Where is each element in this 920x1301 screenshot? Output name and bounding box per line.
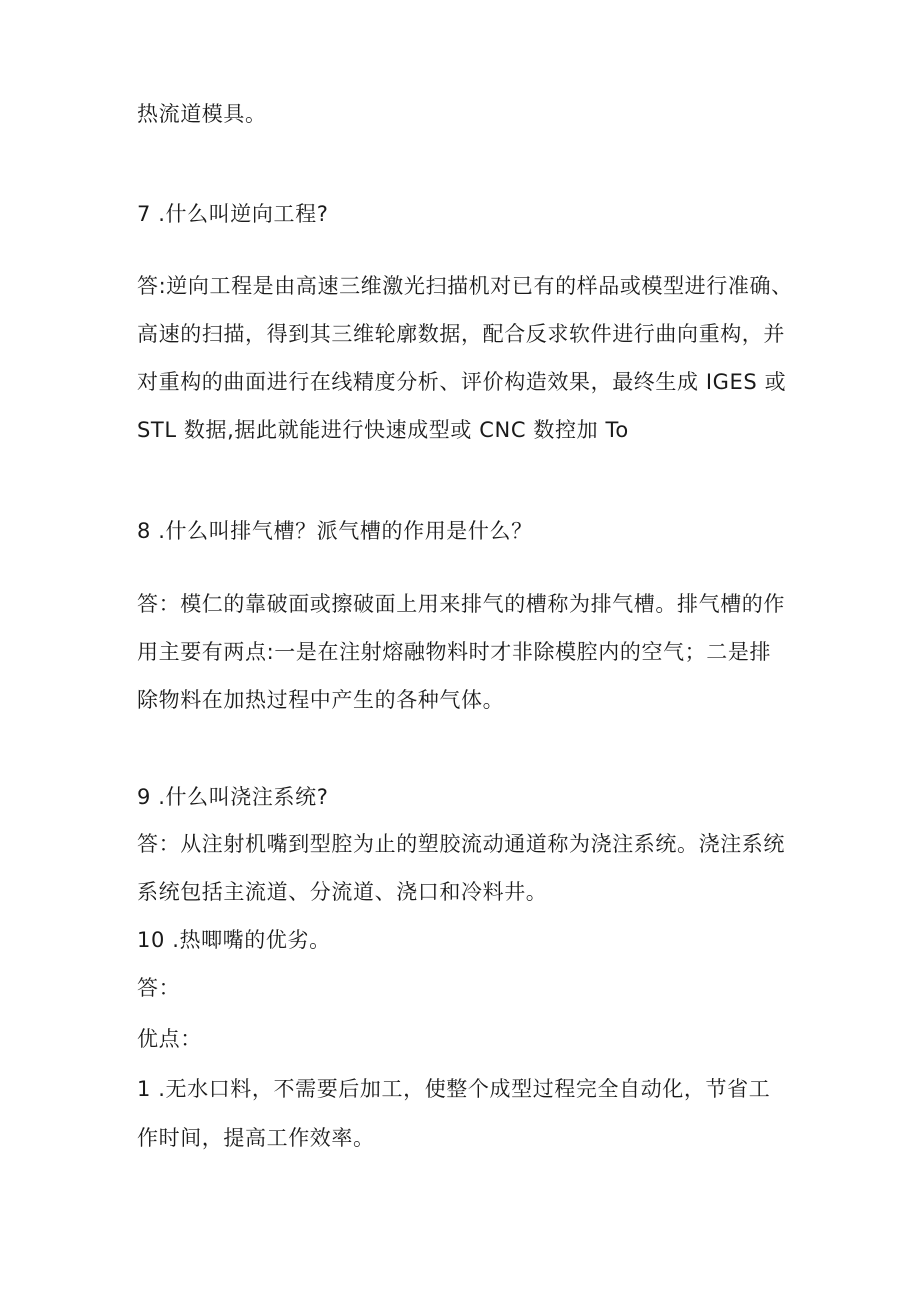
answer-line: 答:逆向工程是由高速三维激光扫描机对已有的样品或模型进行准确、 <box>137 274 793 298</box>
answer-line: 高速的扫描，得到其三维轮廓数据，配合反求软件进行曲向重构，并 <box>137 322 785 346</box>
text-line: 热流道模具。 <box>137 102 267 126</box>
answer-label: 答： <box>137 976 181 1000</box>
question-heading-7: 7 .什么叫逆向工程? <box>137 202 329 226</box>
answer-line: 答：模仁的靠破面或擦破面上用来排气的槽称为排气槽。排气槽的作 <box>137 592 785 616</box>
answer-line: 除物料在加热过程中产生的各种气体。 <box>137 688 505 712</box>
question-heading-10: 10 .热唧嘴的优劣。 <box>137 928 331 952</box>
section-label-advantages: 优点： <box>137 1027 202 1051</box>
answer-line: 答：从注射机嘴到型腔为止的塑胶流动通道称为浇注系统。浇注系统 <box>137 832 785 856</box>
answer-line: STL 数据,据此就能进行快速成型或 CNC 数控加 To <box>137 418 629 442</box>
answer-line: 系统包括主流道、分流道、浇口和冷料井。 <box>137 880 548 904</box>
list-item-continuation: 作时间，提高工作效率。 <box>137 1126 375 1150</box>
answer-line: 对重构的曲面进行在线精度分析、评价构造效果，最终生成 IGES 或 <box>137 370 787 394</box>
question-heading-9: 9 .什么叫浇注系统? <box>137 785 329 809</box>
answer-line: 用主要有两点:一是在注射熔融物料时才非除模腔内的空气；二是排 <box>137 640 772 664</box>
question-heading-8: 8 .什么叫排气槽？派气槽的作用是什么？ <box>137 519 533 543</box>
list-item: 1 .无水口料，不需要后加工，使整个成型过程完全自动化，节省工 <box>137 1077 771 1101</box>
